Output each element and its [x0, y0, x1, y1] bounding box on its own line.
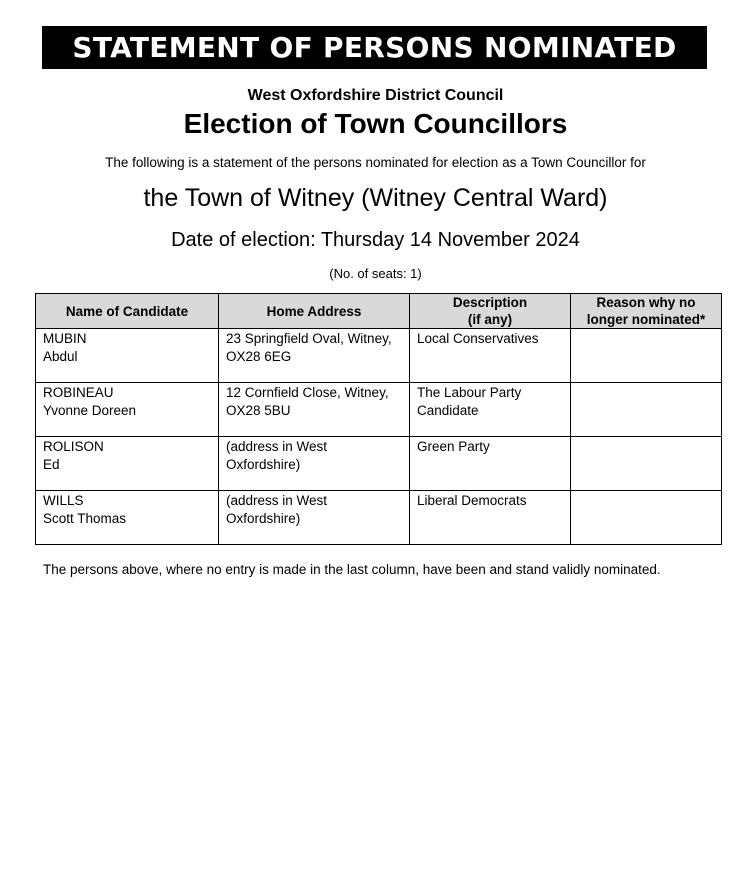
candidate-name — [36, 329, 219, 383]
candidate-description: The Labour Party Candidate — [410, 383, 571, 437]
electoral-area: the Town of Witney (Witney Central Ward) — [143, 184, 608, 212]
seats-count: (No. of seats: 1) — [329, 266, 422, 281]
candidate-address: (address in West Oxfordshire) — [219, 437, 410, 491]
table-row — [36, 329, 722, 383]
nominations-table — [35, 293, 722, 545]
candidate-forenames: Scott Thomas — [43, 511, 127, 526]
candidate-surname: ROBINEAU — [43, 385, 114, 400]
table-row — [36, 491, 722, 545]
candidate-forenames: Abdul — [43, 349, 78, 364]
banner-title: STATEMENT OF PERSONS NOMINATED — [42, 26, 707, 69]
candidate-address: (address in West Oxfordshire) — [219, 491, 410, 545]
candidate-reason — [571, 437, 722, 491]
candidate-reason — [571, 491, 722, 545]
candidate-surname: WILLS — [43, 493, 84, 508]
candidate-surname: MUBIN — [43, 331, 87, 346]
candidate-name — [36, 491, 219, 545]
candidate-reason — [571, 383, 722, 437]
candidate-name — [36, 383, 219, 437]
council-name: West Oxfordshire District Council — [247, 87, 504, 104]
candidate-name — [36, 437, 219, 491]
candidate-address: 23 Springfield Oval, Witney, OX28 6EG — [219, 329, 410, 383]
candidate-forenames: Ed — [43, 457, 60, 472]
election-date: Date of election: Thursday 14 November 2024 — [171, 229, 580, 251]
column-header-address: Home Address — [219, 294, 410, 329]
candidate-description: Green Party — [410, 437, 571, 491]
candidate-description: Liberal Democrats — [410, 491, 571, 545]
column-header-name: Name of Candidate — [36, 294, 219, 329]
candidate-reason — [571, 329, 722, 383]
table-row — [36, 383, 722, 437]
footer-note: The persons above, where no entry is made in the last column, have been and stand validly nominated. — [43, 562, 661, 577]
table-header-row — [36, 294, 722, 329]
candidate-description: Local Conservatives — [410, 329, 571, 383]
table-row — [36, 437, 722, 491]
candidate-surname: ROLISON — [43, 439, 104, 454]
column-header-description: Description (if any) — [410, 294, 571, 329]
intro-text: The following is a statement of the persons nominated for election as a Town Councillor for — [105, 155, 646, 170]
column-header-reason: Reason why no longer nominated* — [571, 294, 722, 329]
election-title: Election of Town Councillors — [183, 108, 568, 139]
candidate-forenames: Yvonne Doreen — [43, 403, 137, 418]
candidate-address: 12 Cornfield Close, Witney, OX28 5BU — [219, 383, 410, 437]
